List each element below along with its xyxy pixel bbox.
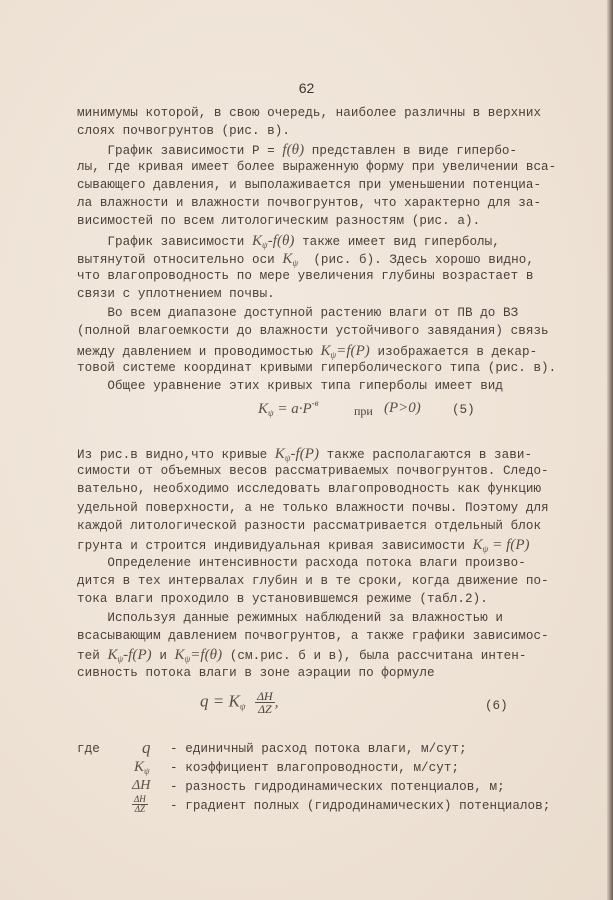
text-line: ла влажности и влажности почвогрунтов, что характерно для за- bbox=[77, 196, 542, 210]
legend-text: - коэффициент влагопроводности, м/сут; bbox=[170, 761, 460, 775]
text-line: висимостей по всем литологическим разностям (рис. а). bbox=[77, 214, 481, 228]
legend-text: - единичный расход потока влаги, м/сут; bbox=[170, 742, 467, 756]
equation-6-fraction: $\frac{\Delta H}{\Delta Z}$ bbox=[257, 689, 273, 716]
legend-symbol-q: q bbox=[142, 738, 151, 757]
text-line: вытянутой относительно оси $K_\psi$ (рис. б). Здесь хорошо видно, bbox=[77, 251, 534, 268]
text-line: слоях почвогрунтов (рис. в). bbox=[77, 124, 291, 138]
text-line: товой системе координат кривыми гиперболического типа (рис. в). bbox=[77, 361, 557, 375]
text-line: между давлением и проводимостью $K_\psi=f(P)$ изображается в декар- bbox=[77, 343, 538, 360]
text-line: Во всем диапазоне доступной растению влаги от ПВ до ВЗ bbox=[77, 306, 519, 320]
text-line: Общее уравнение этих кривых типа гиперболы имеет вид bbox=[77, 379, 504, 393]
text-line: Из рис.в видно,что кривые $K_\psi-f(P)$ также располагаются в зави- bbox=[77, 446, 533, 463]
text-line: Определение интенсивности расхода потока влаги произво- bbox=[77, 556, 526, 570]
text-line: График зависимости $K_\psi-f(\theta)$ также имеет вид гиперболы, bbox=[77, 233, 500, 250]
equation-6: $q = K_\psi$ $\frac{\Delta H}{\Delta Z}$ , bbox=[200, 689, 279, 716]
text-line: График зависимости Р = f(θ) представлен в виде гипербо- bbox=[77, 142, 518, 158]
legend-where: где bbox=[77, 742, 100, 756]
legend-text: - градиент полных (гидродинамических) потенциалов; bbox=[170, 799, 551, 813]
text-line: удельной поверхности, а не только влажности почвы. Поэтому для bbox=[77, 501, 549, 515]
legend-text: - разность гидродинамических потенциалов, м; bbox=[170, 780, 505, 794]
page-edge-shadow bbox=[607, 0, 613, 900]
text-line: (полной влагоемкости до влажности устойчивого завядания) связь bbox=[77, 324, 549, 338]
text-line: симости от объемных весов рассматриваемых почвогрунтов. Следо- bbox=[77, 464, 549, 478]
text-line: тока влаги проходило в установившемся режиме (табл.2). bbox=[77, 592, 488, 606]
legend-symbol-gradient: $\frac{\Delta H}{\Delta Z}$ bbox=[134, 794, 146, 814]
page-number: 62 bbox=[298, 80, 315, 96]
text-line: сивность потока влаги в зоне аэрации по формуле bbox=[77, 666, 435, 680]
text-line: сывающего давления, и выполаживается при уменьшении потенциа- bbox=[77, 178, 542, 192]
equation-5: $K_\psi = a\cdot P^{-в}$ bbox=[258, 398, 319, 418]
text-line: связи с уплотнением почвы. bbox=[77, 287, 275, 301]
equation-6-number: (6) bbox=[485, 699, 508, 713]
text-line: что влагопроводность по мере увеличения глубины возрастает в bbox=[77, 269, 534, 283]
text-line: всасывающим давлением почвогрунтов, а также графики зависимос- bbox=[77, 629, 549, 643]
text-line: минимумы которой, в свою очередь, наиболее различны в верхних bbox=[77, 106, 542, 120]
text-line: вательно, необходимо исследовать влагопроводность как функцию bbox=[77, 482, 542, 496]
text-line: дится в тех интервалах глубин и в те сроки, когда движение по- bbox=[77, 574, 549, 588]
legend-symbol-k: $K_\psi$ bbox=[134, 759, 150, 776]
text-line: Используя данные режимных наблюдений за влажностью и bbox=[77, 611, 504, 625]
legend-symbol-dh: ΔH bbox=[132, 778, 151, 793]
equation-5-condition-label: при bbox=[354, 404, 373, 418]
equation-5-condition: (P>0) bbox=[384, 400, 421, 416]
text-line: лы, где кривая имеет более выраженную форму при увеличении вса- bbox=[77, 160, 557, 174]
text-line: тей $K_\psi-f(P)$ и $K_\psi=f(\theta)$ (см.рис. б и в), была рассчитана интен- bbox=[77, 647, 527, 664]
text-line: грунта и строится индивидуальная кривая зависимости $K_\psi = f(P)$ bbox=[77, 537, 530, 554]
equation-5-number: (5) bbox=[452, 403, 475, 417]
text-line: каждой литологической разности рассматривается отдельный блок bbox=[77, 519, 542, 533]
